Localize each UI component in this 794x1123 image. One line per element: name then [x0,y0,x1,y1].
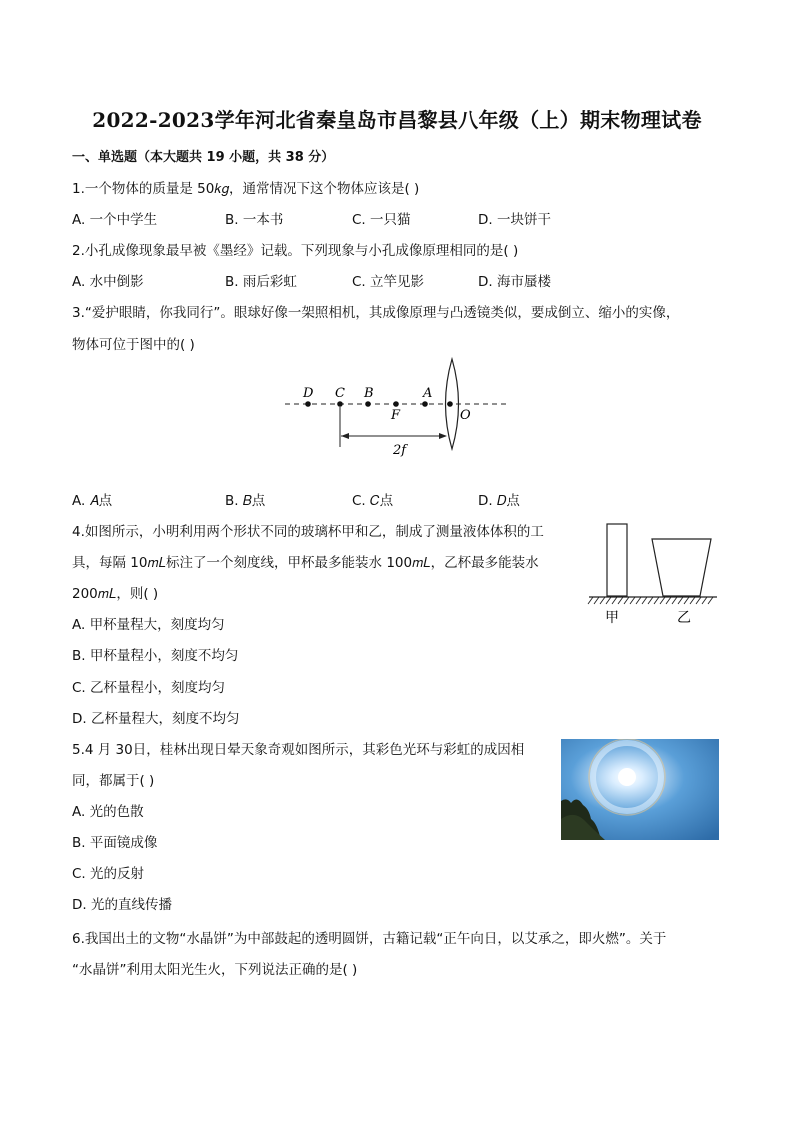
question-2-option-c[interactable]: C. 立竿见影 [352,274,425,290]
point-b [365,401,371,407]
label-c: C [335,386,345,401]
question-2-stem: 2.小孔成像现象最早被《墨经》记载。下列现象与小孔成像原理相同的是( ) [72,243,519,259]
label-a: A [423,386,433,401]
cup-yi [652,539,711,596]
label-2f: 2f [393,443,407,458]
question-4-stem-line1: 4.如图所示，小明利用两个形状不同的玻璃杯甲和乙，制成了测量液体体积的工 [72,524,544,540]
page-title: 2022-2023学年河北省秦皇岛市昌黎县八年级（上）期末物理试卷 [92,108,702,132]
point-a [422,401,428,407]
question-4-option-b[interactable]: B. 甲杯量程小，刻度不均匀 [72,648,239,664]
question-1-stem: 1.一个物体的质量是 50𝑘𝑔，通常情况下这个物体应该是( ) [72,181,420,197]
question-3-option-a[interactable]: A. 𝐴点 [72,493,113,509]
point-o [447,401,453,407]
question-3-option-d[interactable]: D. 𝐷点 [478,493,520,509]
question-2-option-a[interactable]: A. 水中倒影 [72,274,144,290]
label-o: O [460,408,471,423]
question-3-stem-line2: 物体可位于图中的( ) [72,337,195,353]
question-4-stem-line3: 200𝑚𝐿，则( ) [72,586,159,602]
question-1-option-b[interactable]: B. 一本书 [225,212,284,228]
lens-diagram [280,355,520,465]
question-4-option-c[interactable]: C. 乙杯量程小，刻度均匀 [72,680,226,696]
section-heading: 一、单选题（本大题共 19 小题，共 38 分） [72,150,335,165]
question-3-option-b[interactable]: B. 𝐵点 [225,493,266,509]
question-3-option-c[interactable]: C. 𝐶点 [352,493,394,509]
question-1-option-d[interactable]: D. 一块饼干 [478,212,551,228]
arrow-right [439,433,447,439]
question-4-option-a[interactable]: A. 甲杯量程大，刻度均匀 [72,617,225,633]
arrow-left [341,433,349,439]
question-5-option-a[interactable]: A. 光的色散 [72,804,144,820]
ground-hatching [588,597,713,604]
cup-jia [607,524,627,596]
question-6-stem-line2: “水晶饼”利用太阳光生火，下列说法正确的是( ) [72,962,358,978]
question-5-option-d[interactable]: D. 光的直线传播 [72,897,172,913]
question-2-option-d[interactable]: D. 海市蜃楼 [478,274,551,290]
label-d: D [303,386,314,401]
question-1-option-c[interactable]: C. 一只猫 [352,212,411,228]
point-d [305,401,311,407]
label-jia: 甲 [605,610,619,626]
question-4-stem-line2: 具，每隔 10𝑚𝐿标注了一个刻度线，甲杯最多能装水 100𝑚𝐿，乙杯最多能装水 [72,555,539,571]
point-f [393,401,399,407]
point-c [337,401,343,407]
question-5-option-b[interactable]: B. 平面镜成像 [72,835,158,851]
question-1-option-a[interactable]: A. 一个中学生 [72,212,158,228]
label-f: F [391,408,401,423]
question-2-option-b[interactable]: B. 雨后彩虹 [225,274,297,290]
question-5-stem-line2: 同，都属于( ) [72,773,155,789]
label-b: B [364,386,374,401]
question-3-stem-line1: 3.“爱护眼睛，你我同行”。眼球好像一架照相机，其成像原理与凸透镜类似，要成倒立、缩小的实像， [72,305,680,321]
question-4-option-d[interactable]: D. 乙杯量程大，刻度不均匀 [72,711,240,727]
question-6-stem-line1: 6.我国出土的文物“水晶饼”为中部鼓起的透明圆饼，古籍记载“正午向日，以艾承之，即火燃”。关于 [72,931,667,947]
question-5-stem-line1: 5.4 月 30日，桂林出现日晕天象奇观如图所示，其彩色光环与彩虹的成因相 [72,742,525,758]
cups-diagram [585,520,725,630]
sun-halo-photo [561,739,719,840]
question-5-option-c[interactable]: C. 光的反射 [72,866,145,882]
label-yi: 乙 [677,610,691,626]
